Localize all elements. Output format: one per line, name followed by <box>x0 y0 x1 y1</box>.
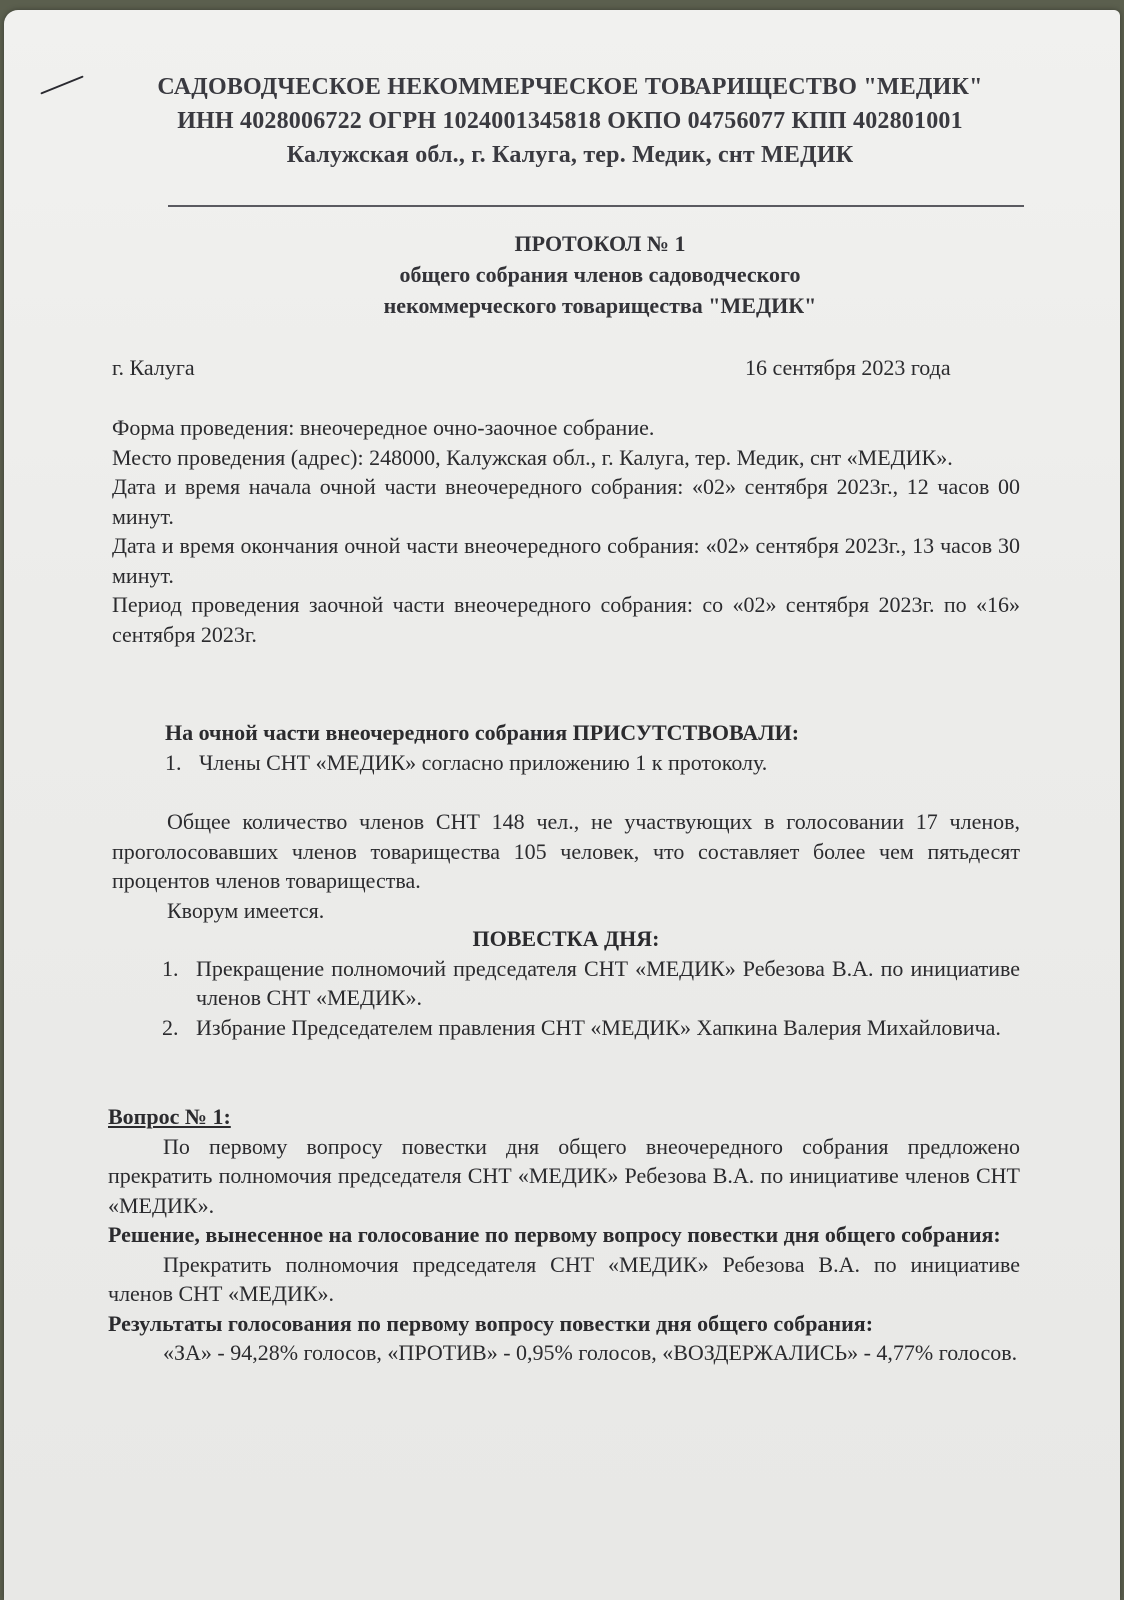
list-item <box>162 954 1020 1013</box>
results-heading: Результаты голосования по первому вопросу повестки дня общего собрания: <box>108 1310 874 1336</box>
list-item-number: 1. <box>165 749 182 775</box>
header-divider <box>168 205 1024 207</box>
meeting-end: Дата и время окончания очной части внеочередного собрания: «02» сентября 2023г., 13 часов 30 минут. <box>112 533 1020 588</box>
attendance-item: Члены СНТ «МЕДИК» согласно приложению 1 к протоколу. <box>199 749 768 775</box>
attendance-section <box>112 718 1020 777</box>
decision-heading: Решение, вынесенное на голосование по первому вопросу повестки дня общего собрания: <box>108 1222 1001 1247</box>
agenda-item-text: Прекращение полномочий председателя СНТ «МЕДИК» Ребезова В.А. по инициативе членов СНТ «МЕДИК». <box>196 955 1020 1010</box>
org-registration-codes: ИНН 4028006722 ОГРН 1024001345818 ОКПО 04756077 КПП 402801001 <box>177 108 963 134</box>
quorum-status: Кворум имеется. <box>167 897 325 923</box>
list-item <box>165 748 1020 778</box>
pen-mark <box>40 75 83 94</box>
agenda-section <box>112 924 1020 1042</box>
meeting-details <box>112 413 1020 649</box>
organization-header <box>110 70 1030 172</box>
meeting-location: Место проведения (адрес): 248000, Калужская обл., г. Калуга, тер. Медик, снт «МЕДИК». <box>112 444 953 470</box>
agenda-heading: ПОВЕСТКА ДНЯ: <box>472 926 660 951</box>
meeting-date: 16 сентября 2023 года <box>745 355 951 380</box>
quorum-text: Общее количество членов СНТ 148 чел., не участвующих в голосовании 17 членов, проголосовавших членов товарищества 105 человек, что составляет более чем пятьдесят процентов членов товарищества. <box>112 809 1020 893</box>
question-heading: Вопрос № 1: <box>108 1104 231 1129</box>
question-1-section <box>108 1102 1020 1368</box>
protocol-subtitle-2: некоммерческого товарищества "МЕДИК" <box>383 293 817 318</box>
list-item-number: 2. <box>162 1014 179 1040</box>
list-item <box>162 1013 1020 1043</box>
question-proposal: По первому вопросу повестки дня общего внеочередного собрания предложено прекратить полномочия председателя СНТ «МЕДИК» Ребезова В.А. по инициативе членов СНТ «МЕДИК». <box>108 1133 1020 1218</box>
protocol-title <box>160 228 1040 321</box>
attendance-heading: На очной части внеочередного собрания ПРИСУТСТВОВАЛИ: <box>165 720 800 745</box>
meeting-place: г. Калуга <box>112 355 195 380</box>
meeting-form: Форма проведения: внеочередное очно-заочное собрание. <box>112 415 655 440</box>
list-item-number: 1. <box>162 955 179 981</box>
voting-results: «ЗА» - 94,28% голосов, «ПРОТИВ» - 0,95% голосов, «ВОЗДЕРЖАЛИСЬ» - 4,77% голосов. <box>163 1340 1018 1365</box>
quorum-section <box>112 807 1020 925</box>
org-address: Калужская обл., г. Калуга, тер. Медик, снт МЕДИК <box>286 142 854 168</box>
protocol-subtitle-1: общего собрания членов садоводческого <box>399 262 801 287</box>
decision-text: Прекратить полномочия председателя СНТ «МЕДИК» Ребезова В.А. по инициативе членов СНТ «МЕДИК». <box>108 1251 1020 1306</box>
agenda-item-text: Избрание Председателем правления СНТ «МЕДИК» Хапкина Валерия Михайловича. <box>196 1014 1001 1040</box>
meeting-start: Дата и время начала очной части внеочередного собрания: «02» сентября 2023г., 12 часов 00 минут. <box>112 474 1020 529</box>
protocol-number: ПРОТОКОЛ № 1 <box>514 231 686 256</box>
meeting-period: Период проведения заочной части внеочередного собрания: со «02» сентября 2023г. по «16» сентября 2023г. <box>112 592 1020 647</box>
org-name: САДОВОДЧЕСКОЕ НЕКОММЕРЧЕСКОЕ ТОВАРИЩЕСТВО "МЕДИК" <box>157 74 983 100</box>
